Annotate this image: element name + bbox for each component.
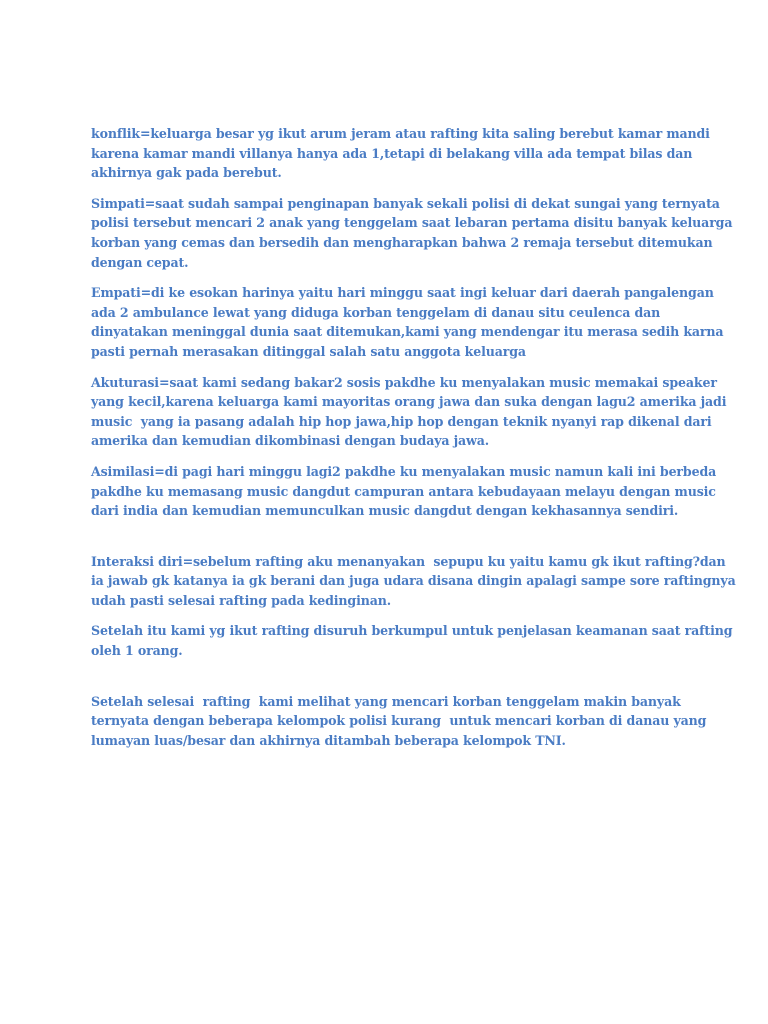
text-line: Akuturasi=saat kami sedang bakar2 sosis pakdhe ku menyalakan music memakai speaker bbox=[91, 374, 717, 390]
paragraph-simpati bbox=[91, 194, 733, 272]
text-line: Setelah selesai rafting kami melihat yang mencari korban tenggelam makin banyak bbox=[91, 693, 681, 709]
text-line: ia jawab gk katanya ia gk berani dan juga udara disana dingin apalagi sampe sore raftingnya bbox=[91, 573, 736, 589]
text-line: lumayan luas/besar dan akhirnya ditambah beberapa kelompok TNI. bbox=[91, 732, 566, 748]
document-body bbox=[91, 124, 736, 750]
paragraph-gap bbox=[91, 661, 691, 692]
text-line: amerika dan kemudian dikombinasi dengan budaya jawa. bbox=[91, 433, 489, 449]
paragraph-setelah-selesai bbox=[91, 692, 707, 751]
paragraph-gap bbox=[91, 451, 691, 462]
paragraph-asimilasi bbox=[91, 462, 717, 521]
paragraph-gap bbox=[91, 362, 691, 373]
text-line: dinyatakan meninggal dunia saat ditemukan,kami yang mendengar itu merasa sedih karna bbox=[91, 324, 724, 340]
text-line: Interaksi diri=sebelum rafting aku menanyakan sepupu ku yaitu kamu gk ikut rafting?dan bbox=[91, 553, 726, 569]
paragraph-gap bbox=[91, 272, 691, 283]
text-line: akhirnya gak pada berebut. bbox=[91, 165, 282, 181]
text-line: ternyata dengan beberapa kelompok polisi kurang untuk mencari korban di danau yang bbox=[91, 713, 707, 729]
text-line: korban yang cemas dan bersedih dan mengharapkan bahwa 2 remaja tersebut ditemukan bbox=[91, 234, 713, 250]
text-line: Simpati=saat sudah sampai penginapan banyak sekali polisi di dekat sungai yang ternyata bbox=[91, 195, 720, 211]
paragraph-setelah-itu bbox=[91, 621, 733, 660]
text-line: dari india dan kemudian memunculkan music dangdut dengan kekhasannya sendiri. bbox=[91, 503, 679, 519]
paragraph-akuturasi bbox=[91, 373, 727, 451]
paragraph-empati bbox=[91, 283, 724, 361]
text-line: Asimilasi=di pagi hari minggu lagi2 pakdhe ku menyalakan music namun kali ini berbeda bbox=[91, 463, 717, 479]
text-line: Setelah itu kami yg ikut rafting disuruh berkumpul untuk penjelasan keamanan saat rafting bbox=[91, 623, 733, 639]
text-line: oleh 1 orang. bbox=[91, 643, 183, 659]
text-line: music yang ia pasang adalah hip hop jawa,hip hop dengan teknik nyanyi rap dikenal dari bbox=[91, 413, 712, 429]
text-line: dengan cepat. bbox=[91, 254, 189, 270]
text-line: karena kamar mandi villanya hanya ada 1,tetapi di belakang villa ada tempat bilas dan bbox=[91, 145, 693, 161]
text-line: Empati=di ke esokan harinya yaitu hari minggu saat ingi keluar dari daerah pangalengan bbox=[91, 285, 714, 301]
text-line: yang kecil,karena keluarga kami mayoritas orang jawa dan suka dengan lagu2 amerika jadi bbox=[91, 394, 727, 410]
paragraph-konflik bbox=[91, 124, 710, 183]
text-line: pasti pernah merasakan ditinggal salah satu anggota keluarga bbox=[91, 343, 526, 359]
text-line: polisi tersebut mencari 2 anak yang tenggelam saat lebaran pertama disitu banyak keluarga bbox=[91, 215, 733, 231]
text-line: konflik=keluarga besar yg ikut arum jeram atau rafting kita saling berebut kamar mandi bbox=[91, 126, 710, 141]
text-line: ada 2 ambulance lewat yang diduga korban tenggelam di danau situ ceulenca dan bbox=[91, 304, 661, 320]
paragraph-gap bbox=[91, 183, 691, 194]
paragraph-gap bbox=[91, 610, 691, 621]
text-line: pakdhe ku memasang music dangdut campuran antara kebudayaan melayu dengan music bbox=[91, 483, 716, 499]
paragraph-gap bbox=[91, 521, 691, 552]
text-line: udah pasti selesai rafting pada kedinginan. bbox=[91, 592, 391, 608]
paragraph-interaksi bbox=[91, 552, 736, 611]
